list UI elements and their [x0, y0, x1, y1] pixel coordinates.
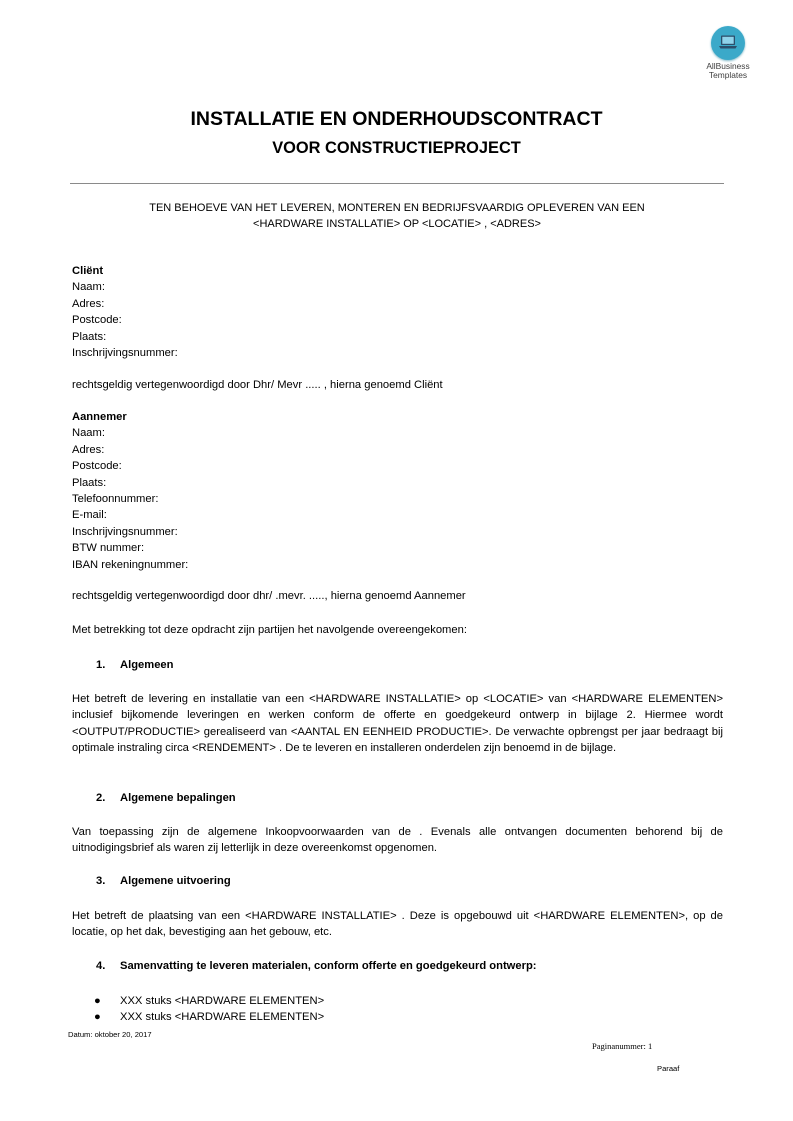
client-field-registration: Inschrijvingsnummer:: [72, 347, 178, 360]
intro-text: Met betrekking tot deze opdracht zijn partijen het navolgende overeengekomen:: [72, 624, 467, 636]
logo-text: [698, 62, 758, 80]
footer-date: Datum: oktober 20, 2017: [68, 1030, 152, 1039]
section-title: Samenvatting te leveren materialen, conform offerte en goedgekeurd ontwerp:: [120, 960, 537, 972]
section-number: 2.: [96, 792, 106, 804]
bullet-icon: ●: [94, 995, 101, 1007]
contractor-representation: rechtsgeldig vertegenwoordigd door dhr/ .mevr. ....., hierna genoemd Aannemer: [72, 590, 466, 602]
contractor-field-name: Naam:: [72, 427, 105, 440]
section-heading-2: [96, 790, 236, 806]
section-body-3: Het betreft de plaatsing van een <HARDWARE INSTALLATIE> . Deze is opgebouwd uit <HARDWARE ELEMENTEN>, op de locatie, op het dak, bevestiging aan het gebouw, etc.: [72, 910, 723, 939]
section-number: 3.: [96, 875, 106, 887]
contractor-field-iban: IBAN rekeningnummer:: [72, 558, 189, 571]
client-block: [72, 263, 178, 361]
section-body-2: Van toepassing zijn de algemene Inkoopvoorwaarden van de . Evenals alle ontvangen documenten behorend bij de uitnodigingsbrief als waren zij letterlijk in deze overeenkomst opgenomen.: [72, 826, 723, 855]
logo-badge: [711, 26, 745, 60]
list-item-text: XXX stuks <HARDWARE ELEMENTEN>: [120, 995, 325, 1007]
logo: [698, 26, 758, 80]
list-item-text: XXX stuks <HARDWARE ELEMENTEN>: [120, 1011, 325, 1024]
section-title: Algemene uitvoering: [120, 875, 231, 887]
contract-scope-line2: <HARDWARE INSTALLATIE> OP <LOCATIE> , <ADRES>: [253, 218, 541, 230]
section-heading-4: [96, 958, 537, 974]
client-heading: Cliënt: [72, 265, 104, 277]
document-title: INSTALLATIE EN ONDERHOUDSCONTRACT: [190, 108, 603, 130]
bullet-icon: ●: [94, 1011, 101, 1024]
materials-list: [94, 993, 324, 1026]
client-field-postcode: Postcode:: [72, 314, 122, 327]
section-heading-1: [96, 657, 173, 673]
contract-scope: [70, 200, 724, 232]
contractor-field-city: Plaats:: [72, 476, 107, 489]
contractor-block: [72, 409, 188, 573]
laptop-icon: [718, 34, 738, 50]
contractor-field-email: E-mail:: [72, 509, 107, 522]
section-number: 4.: [96, 960, 106, 972]
client-representation: rechtsgeldig vertegenwoordigd door Dhr/ Mevr ..... , hierna genoemd Cliënt: [72, 379, 443, 391]
title-divider: [70, 183, 724, 184]
footer-page-number: Paginanummer: 1: [592, 1041, 653, 1051]
section-body-1: Het betreft de levering en installatie van een <HARDWARE INSTALLATIE> op <LOCATIE> van <HARDWARE ELEMENTEN> inclusief bijkomende leveringen en werken conform de offerte en goedgekeurd ontwerp in bijlage 2. Hiermee wordt <OUTPUT/PRODUCTIE> gerealiseerd van <AANTAL EN EENHEID PRODUCTIE>. De verwachte opbrengst per jaar bedraagt bij optimale instraling circa <RENDEMENT> . De te leveren en installeren onderdelen zijn benoemd in de bijlage.: [72, 693, 723, 755]
logo-text-line2: Templates: [708, 70, 748, 80]
section-number: 1.: [96, 659, 106, 671]
contractor-field-registration: Inschrijvingsnummer:: [72, 525, 178, 538]
document-subtitle: VOOR CONSTRUCTIEPROJECT: [272, 139, 521, 157]
section-title: Algemeen: [120, 659, 174, 671]
section-title: Algemene bepalingen: [120, 792, 236, 804]
contractor-field-vat: BTW nummer:: [72, 542, 145, 555]
contractor-field-postcode: Postcode:: [72, 460, 122, 473]
section-heading-3: [96, 873, 231, 889]
logo-text-line1: AllBusiness: [706, 61, 750, 71]
contractor-heading: Aannemer: [72, 411, 127, 423]
contract-scope-line1: TEN BEHOEVE VAN HET LEVEREN, MONTEREN EN BEDRIJFSVAARDIG OPLEVEREN VAN EEN: [149, 202, 645, 214]
client-field-name: Naam:: [72, 281, 105, 294]
contractor-field-phone: Telefoonnummer:: [72, 493, 159, 506]
client-field-city: Plaats:: [72, 330, 107, 343]
list-item: [94, 1009, 324, 1025]
list-item: [94, 993, 324, 1009]
footer-paraaf: Paraaf: [657, 1064, 680, 1073]
client-field-address: Adres:: [72, 297, 105, 310]
contractor-field-address: Adres:: [72, 443, 105, 456]
